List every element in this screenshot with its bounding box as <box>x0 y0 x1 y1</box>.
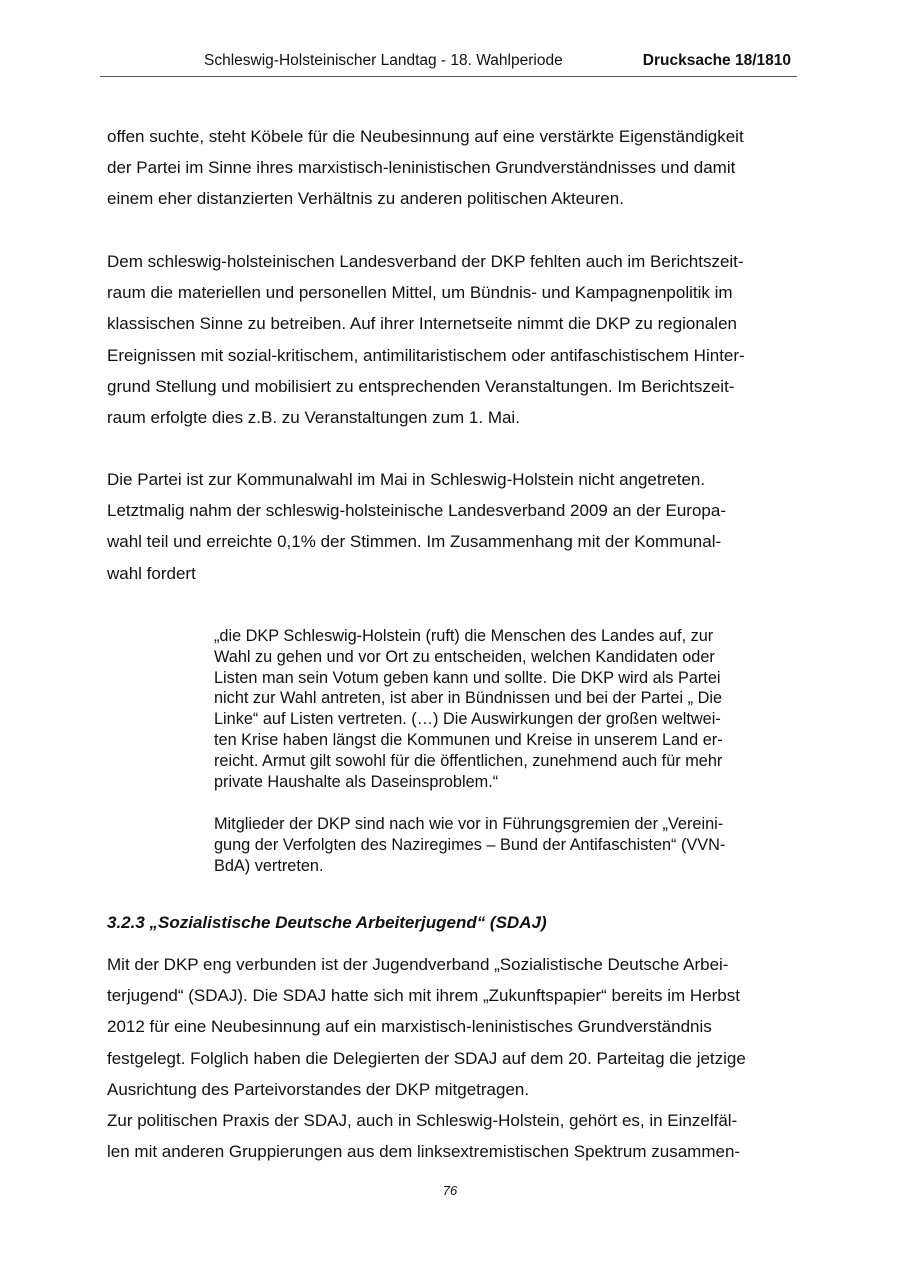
page-header <box>100 52 797 77</box>
paragraph-line: klassischen Sinne zu betreiben. Auf ihrer Internetseite nimmt die DKP zu regionalen <box>107 314 737 334</box>
quote-line: private Haushalte als Daseinsproblem.“ <box>214 772 499 791</box>
paragraph-line: Ausrichtung des Parteivorstandes der DKP mitgetragen. <box>107 1079 530 1099</box>
paragraph-line: len mit anderen Gruppierungen aus dem linksextremistischen Spektrum zusammen- <box>107 1142 741 1162</box>
paragraph-line: Die Partei ist zur Kommunalwahl im Mai in Schleswig-Holstein nicht angetreten. <box>107 470 706 489</box>
paragraph-line: Letztmalig nahm der schleswig-holsteinische Landesverband 2009 an der Europa- <box>107 501 726 521</box>
quote-line: Listen man sein Votum geben kann und sollte. Die DKP wird als Partei <box>214 668 721 687</box>
block-quote-vvn <box>214 814 790 876</box>
quote-line: BdA) vertreten. <box>214 856 324 875</box>
paragraph-sdaj <box>107 949 793 1167</box>
paragraph-line: offen suchte, steht Köbele für die Neubesinnung auf eine verstärkte Eigenständigkeit <box>107 127 744 146</box>
paragraph-kommunalwahl <box>107 464 793 589</box>
quote-line: ten Krise haben längst die Kommunen und Kreise in unserem Land er- <box>214 730 723 749</box>
quote-line: gung der Verfolgten des Naziregimes – Bund der Antifaschisten“ (VVN- <box>214 835 726 854</box>
paragraph-line: festgelegt. Folglich haben die Delegierten der SDAJ auf dem 20. Parteitag die jetzige <box>107 1048 746 1068</box>
paragraph-line: raum erfolgte dies z.B. zu Veranstaltungen zum 1. Mai. <box>107 408 520 428</box>
block-quote <box>214 626 790 792</box>
header-document-number: Drucksache 18/1810 <box>642 52 791 69</box>
quote-line: Linke“ auf Listen vertreten. (…) Die Auswirkungen der großen weltwei- <box>214 710 721 729</box>
paragraph-line: einem eher distanzierten Verhältnis zu anderen politischen Akteuren. <box>107 189 624 209</box>
paragraph-line: Dem schleswig-holsteinischen Landesverband der DKP fehlten auch im Berichtszeit- <box>107 252 744 271</box>
quote-line: nicht zur Wahl antreten, ist aber in Bündnissen und bei der Partei „ Die <box>214 689 723 708</box>
page-number: 76 <box>442 1183 458 1198</box>
paragraph-line: raum die materiellen und personellen Mittel, um Bündnis- und Kampagnenpolitik im <box>107 283 733 303</box>
quote-line: Mitglieder der DKP sind nach wie vor in Führungsgremien der „Vereini- <box>214 815 724 833</box>
header-title: Schleswig-Holsteinischer Landtag - 18. Wahlperiode <box>204 52 563 69</box>
paragraph-line: wahl teil und erreichte 0,1% der Stimmen. Im Zusammenhang mit der Kommunal- <box>107 532 722 552</box>
paragraph-line: Zur politischen Praxis der SDAJ, auch in Schleswig-Holstein, gehört es, in Einzelfäl- <box>107 1111 738 1131</box>
quote-line: Wahl zu gehen und vor Ort zu entscheiden, welchen Kandidaten oder <box>214 647 715 666</box>
paragraph-line: 2012 für eine Neubesinnung auf ein marxistisch-leninistisches Grundverständnis <box>107 1017 712 1037</box>
paragraph-line: der Partei im Sinne ihres marxistisch-leninistischen Grundverständnisses und damit <box>107 158 736 178</box>
quote-line: „die DKP Schleswig-Holstein (ruft) die Menschen des Landes auf, zur <box>214 627 714 645</box>
paragraph-line: grund Stellung und mobilisiert zu entsprechenden Veranstaltungen. Im Berichtszeit- <box>107 376 735 396</box>
paragraph-line: Ereignissen mit sozial-kritischem, antimilitaristischem oder antifaschistischem Hinter- <box>107 345 745 365</box>
paragraph-line: Mit der DKP eng verbunden ist der Jugendverband „Sozialistische Deutsche Arbei- <box>107 955 729 974</box>
paragraph-continuation <box>107 121 793 215</box>
paragraph-landesverband <box>107 246 793 433</box>
section-heading: 3.2.3 „Sozialistische Deutsche Arbeiterjugend“ (SDAJ) <box>107 913 547 932</box>
paragraph-line: wahl fordert <box>107 563 196 583</box>
paragraph-line: terjugend“ (SDAJ). Die SDAJ hatte sich mit ihrem „Zukunftspapier“ bereits im Herbst <box>107 986 740 1006</box>
quote-line: reicht. Armut gilt sowohl für die öffentlichen, zunehmend auch für mehr <box>214 751 723 770</box>
